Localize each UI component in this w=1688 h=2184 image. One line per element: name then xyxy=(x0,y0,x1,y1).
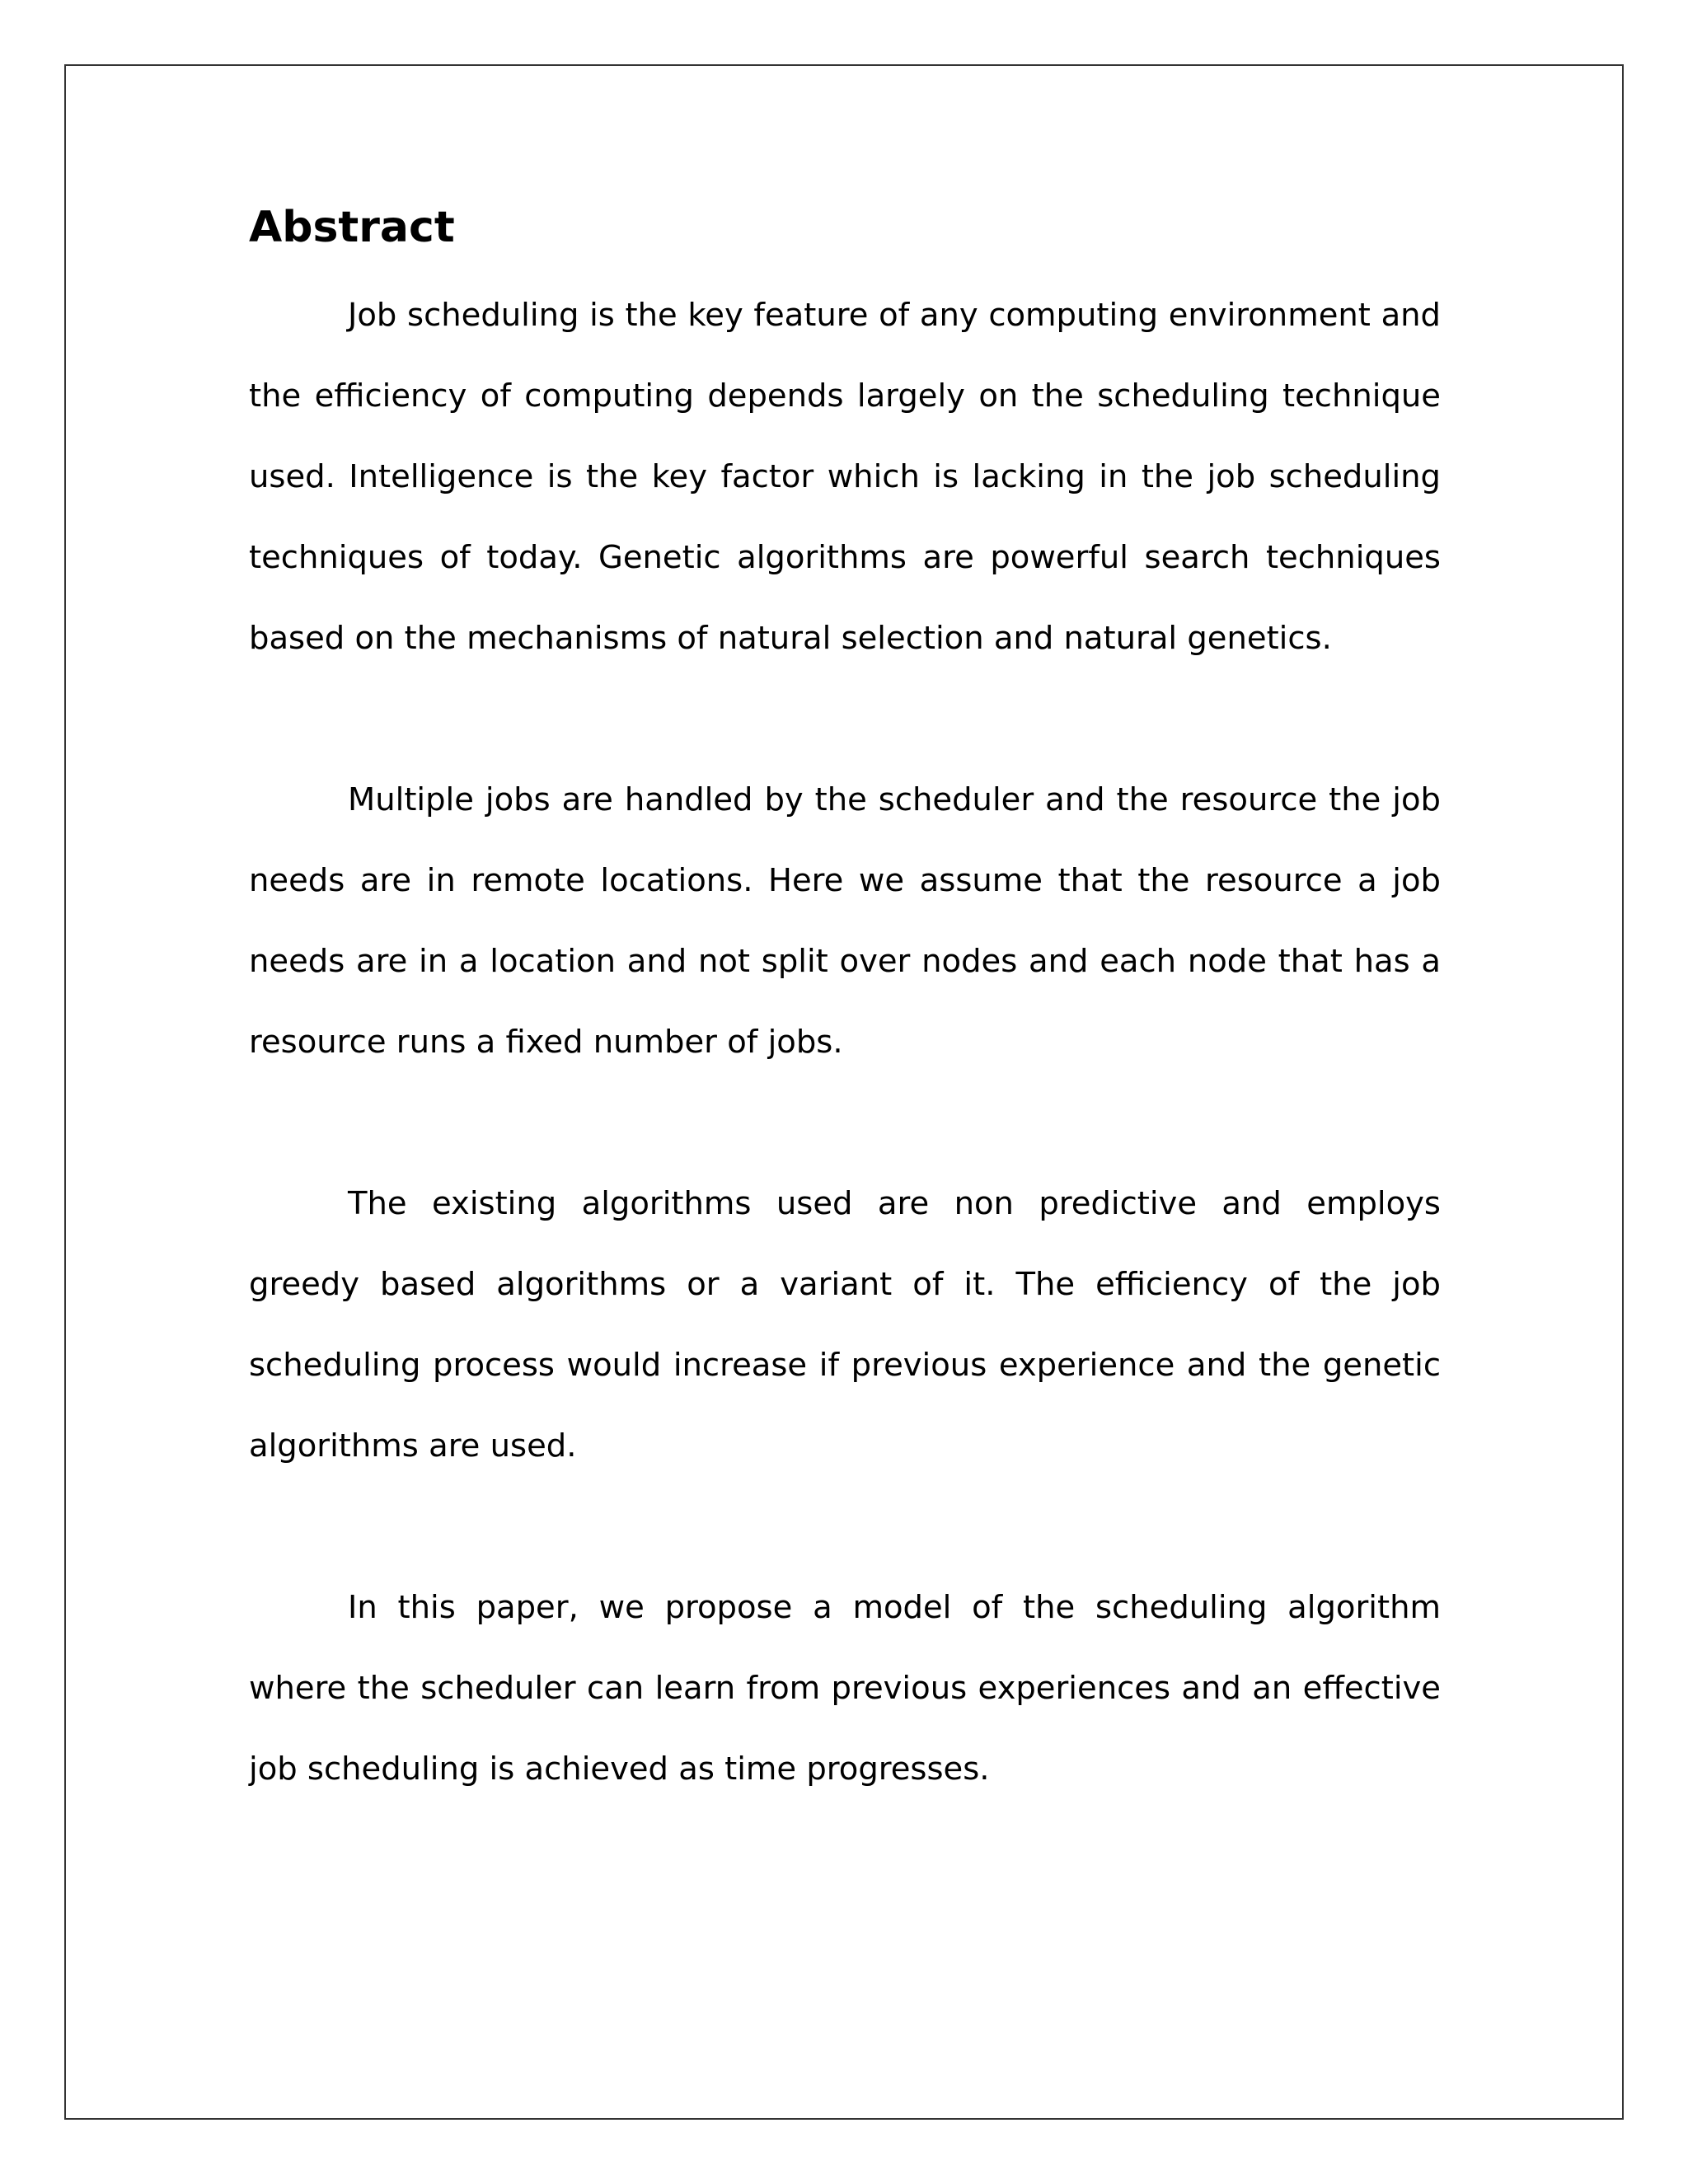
abstract-paragraph-4: In this paper, we propose a model of the scheduling algorithm where the scheduler can learn from previous experiences and an effective job scheduling is achieved as time progresses. xyxy=(249,1589,1441,1788)
section-title: Abstract xyxy=(249,203,455,252)
abstract-paragraph-2: Multiple jobs are handled by the scheduler and the resource the job needs are in remote locations. Here we assume that the resource a job needs are in a location and not split over nodes and each node that has a resource runs a fixed number of jobs. xyxy=(249,781,1441,1061)
document-body xyxy=(249,194,1441,1810)
abstract-paragraph-3: The existing algorithms used are non predictive and employs greedy based algorithms or a variant of it. The efficiency of the job scheduling process would increase if previous experience and the genetic algorithms are used. xyxy=(249,1185,1441,1465)
abstract-paragraph-1: Job scheduling is the key feature of any computing environment and the efficiency of computing depends largely on the scheduling technique used. Intelligence is the key factor which is lacking in the job scheduling techniques of today. Genetic algorithms are powerful search techniques based on the mechanisms of natural selection and natural genetics. xyxy=(249,297,1441,657)
